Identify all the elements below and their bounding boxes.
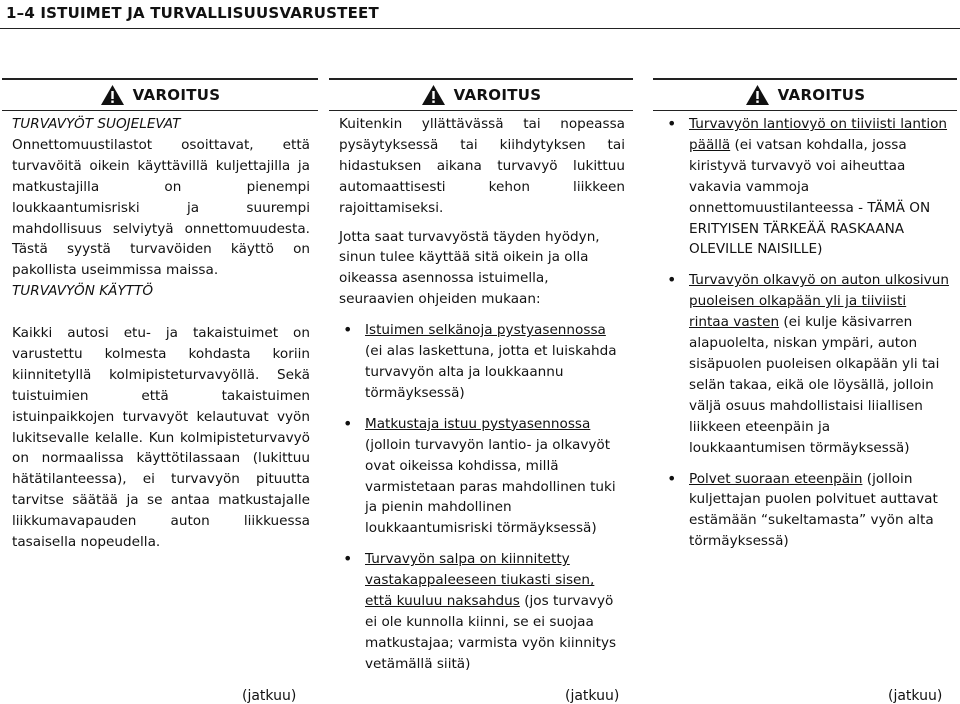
- subheading: TURVAVYÖN KÄYTTÖ: [12, 283, 154, 300]
- list-item-emphasis: Turvavyön olkavyö on auton ulkosivun puoleisen olkapään yli ja tiiviisti rintaa vasten: [689, 272, 949, 331]
- list-item-text: (ei vatsan kohdalla, jossa kiristyvä turvavyö voi aiheuttaa vakavia vammoja onnettomuustilanteessa - TÄMÄ ON ERITYISEN TÄRKEÄÄ RASKAANA OLEVILLE NAISILLE): [689, 136, 931, 258]
- warning-heading: [2, 80, 318, 110]
- warning-triangle-icon: [745, 84, 770, 106]
- warning-heading-text: VAROITUS: [132, 86, 221, 104]
- warning-body: [663, 114, 949, 552]
- subheading: TURVAVYÖT SUOJELEVAT: [12, 116, 181, 132]
- list-item: [339, 414, 625, 539]
- continued-label: (jatkuu): [888, 688, 943, 704]
- continued-label: (jatkuu): [565, 688, 620, 704]
- list-item: [663, 469, 949, 553]
- list-item: [339, 549, 625, 674]
- heading-divider: [653, 110, 957, 111]
- list-item-emphasis: Matkustaja istuu pystyasennossa: [365, 415, 591, 432]
- warning-triangle-icon: [100, 84, 125, 106]
- list-item-text: (ei alas laskettuna, jotta et luiskahda turvavyön alta ja loukkaannu törmäyksessä): [365, 343, 617, 401]
- list-item-text: (jolloin turvavyön lantio- ja olkavyöt ovat oikeissa kohdissa, millä varmistetaan paras mahdollinen tuki ja pienin mahdollinen loukkaantumisriski törmäyksessä): [365, 436, 616, 537]
- paragraph: Kaikki autosi etu- ja takaistuimet on varustettu kolmesta kohdasta koriin kiinnitetyllä kolmipisteturvavyöllä. Sekä tuistuimien että takaistuimen istuinpaikkojen turvavyöt kelautuvat vyön lukitsevalle kelalle. Kun kolmipisteturvavyö on normaalissa käyttötilassaan (lukittuu hätätilanteessa), ei turvavyön pituutta tarvitse säätää ja se antaa matkustajalle liikkumavapauden auton liikkuessa tasaisella nopeudella.: [12, 325, 310, 551]
- warning-heading-text: VAROITUS: [777, 86, 866, 104]
- heading-divider: [2, 110, 318, 111]
- warning-triangle-icon: [421, 84, 446, 106]
- list-item: [339, 320, 625, 404]
- heading-divider: [329, 110, 633, 111]
- bullet-list: [663, 114, 949, 552]
- list-item-text: (jolloin kuljettajan puolen polvituet auttavat estämään “sukeltamasta” vyön alta törmäyksessä): [689, 470, 938, 550]
- warning-heading: [653, 80, 957, 110]
- page-header: [0, 0, 960, 32]
- paragraph: Kuitenkin yllättävässä tai nopeassa pysäytyksessä tai kiihdytyksen tai hidastuksen aikana turvavyö lukittuu automaattisesti kehon liikkeen rajoittamiseksi.: [339, 116, 625, 216]
- bullet-list: [339, 320, 625, 675]
- list-item: [663, 270, 949, 458]
- warning-body: [339, 114, 625, 675]
- header-divider: [0, 28, 960, 29]
- warning-body: [12, 114, 310, 553]
- paragraph: Onnettomuustilastot osoittavat, että turvavöitä oikein käyttävillä kuljettajilla ja matkustajilla on pienempi loukkaantumisriski ja suurempi mahdollisuus selviytyä onnettomuudesta. Tästä syystä turvavöiden käyttö on pakollista useimmissa maissa.: [12, 136, 310, 279]
- continued-label: (jatkuu): [242, 688, 297, 704]
- warning-heading-text: VAROITUS: [453, 86, 542, 104]
- list-item-text: (jos turvavyö ei ole kunnolla kiinni, se ei suojaa matkustajaa; varmista vyön kiinnitys vetämällä siitä): [365, 593, 617, 672]
- page-header-title: 1–4 ISTUIMET JA TURVALLISUUSVARUSTEET: [6, 4, 379, 22]
- warning-heading: [329, 80, 633, 110]
- list-item-emphasis: Turvavyön salpa on kiinnitetty vastakappaleeseen tiukasti sisen, että kuuluu naksahdus: [365, 551, 595, 610]
- list-item-emphasis: Istuimen selkänoja pystyasennossa: [365, 322, 606, 339]
- list-item: [663, 114, 949, 260]
- paragraph: Jotta saat turvavyöstä täyden hyödyn, sinun tulee käyttää sitä oikein ja olla oikeassa asennossa istuimella, seuraavien ohjeiden mukaan:: [339, 228, 600, 308]
- list-item-emphasis: Turvavyön lantiovyö on tiiviisti lantion päällä: [689, 116, 948, 153]
- list-item-emphasis: Polvet suoraan eteenpäin: [689, 470, 863, 487]
- list-item-text: (ei kulje käsivarren alapuolelta, niskan ympäri, auton sisäpuolen puoleisen olkapään yli tai selän takaa, eikä ole löysällä, jolloin väljä osuus mahdollistaisi liiallisen liikkeen eteenpäin ja loukkaantumisen törmäyksessä): [689, 314, 940, 456]
